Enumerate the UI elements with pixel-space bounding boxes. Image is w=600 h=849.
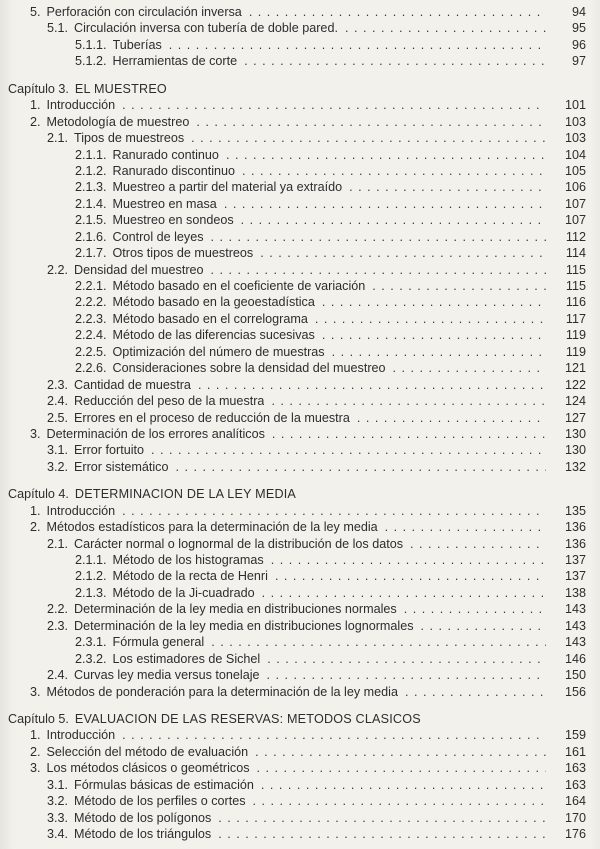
entry-title: Los métodos clásicos o geométricos: [46, 761, 250, 776]
chapter-label: Capítulo 4.: [8, 487, 69, 502]
entry-number: 2.4.: [47, 394, 69, 409]
page-number: 159: [564, 728, 586, 743]
entry-number: 2.1.3.: [75, 585, 107, 600]
entry-title: Perforación con circulación inversa: [46, 5, 242, 19]
entry-number: 2.1.1.: [75, 147, 107, 162]
page-number: 161: [564, 744, 586, 759]
dots-leader: [241, 213, 546, 227]
toc-entry: [8, 279, 586, 295]
toc-entry: [8, 794, 586, 810]
page-number: 130: [564, 426, 586, 441]
dots-leader: [198, 378, 546, 392]
toc-entry: [8, 164, 586, 180]
entry-title: Método de los histogramas: [112, 553, 264, 567]
toc-entry: [8, 378, 586, 394]
entry-title: Consideraciones sobre la densidad del muestreo: [112, 361, 386, 376]
chapter-title: EVALUACION DE LAS RESERVAS: METODOS CLASICOS: [74, 711, 421, 726]
entry-number: 2.2.: [47, 602, 69, 617]
entry-number: 2.3.: [47, 377, 69, 392]
page-number: 130: [564, 443, 586, 458]
toc-entry: [8, 5, 586, 21]
entry-title: Otros tipos de muestreos: [112, 246, 254, 261]
entry-number: 5.1.2.: [75, 54, 107, 69]
page-number: 103: [564, 114, 586, 129]
dots-leader: [122, 98, 546, 112]
entry-number: 2.1.2.: [75, 569, 107, 584]
dots-leader: [421, 619, 546, 633]
page-number: 107: [564, 196, 586, 211]
dots-leader: [322, 328, 546, 342]
page-number: 164: [564, 794, 586, 809]
entry-title: Tipos de muestreos: [74, 131, 185, 146]
entry-number: 2.3.1.: [75, 635, 107, 650]
toc-entry: [8, 394, 586, 410]
entry-number: 2.2.5.: [75, 344, 107, 359]
entry-title: Carácter normal o lognormal de la distribución de los datos: [74, 536, 404, 551]
dots-leader: [244, 54, 546, 68]
page-number: 150: [564, 668, 586, 683]
entry-title: Errores en el proceso de reducción de la muestra: [74, 410, 350, 425]
page-number: 135: [564, 503, 586, 518]
page-number: 156: [564, 684, 586, 699]
dots-leader: [122, 728, 546, 742]
entry-number: 5.1.: [47, 21, 69, 36]
page-number: 94: [571, 5, 586, 19]
toc-entry: [8, 148, 586, 164]
page-number: 138: [564, 585, 586, 600]
entry-title: Determinación de la ley media en distribuciones normales: [74, 602, 397, 617]
toc-entry: [8, 761, 586, 777]
dots-leader: [262, 586, 546, 600]
entry-title: Ranurado discontinuo: [112, 163, 236, 178]
page-number: 103: [564, 131, 586, 146]
entry-number: 2.3.2.: [75, 651, 107, 666]
dots-leader: [151, 443, 546, 457]
entry-title: Método basado en el correlograma: [112, 311, 308, 326]
entry-number: 2.2.6.: [75, 361, 107, 376]
toc-entry: [8, 460, 586, 476]
entry-title: Muestreo en sondeos: [112, 213, 234, 228]
toc-entry: [8, 685, 586, 701]
dots-leader: [271, 394, 546, 408]
toc-entry: [8, 263, 586, 279]
page-number: 121: [564, 361, 586, 376]
toc-entry: [8, 361, 586, 377]
entry-number: 5.: [30, 5, 41, 19]
entry-number: 1.: [30, 98, 41, 113]
dots-leader: [315, 312, 546, 326]
entry-title: Métodos estadísticos para la determinación de la ley media: [46, 520, 378, 535]
page-number: 95: [571, 21, 586, 36]
chapter-label: Capítulo 3.: [8, 81, 69, 96]
entry-title: Método de la recta de Henri: [112, 569, 268, 584]
entry-number: 2.3.: [47, 618, 69, 633]
dots-leader: [349, 180, 546, 194]
page-number: 137: [564, 553, 586, 567]
entry-number: 2.4.: [47, 668, 69, 683]
entry-number: 2.1.6.: [75, 229, 107, 244]
entry-number: 1.: [30, 728, 41, 743]
dots-leader: [261, 778, 546, 792]
entry-number: 3.1.: [47, 443, 69, 458]
entry-number: 2.1.: [47, 536, 69, 551]
entry-number: 2.2.: [47, 262, 69, 277]
entry-title: Determinación de la ley media en distribuciones lognormales: [74, 618, 414, 633]
entry-title: Método de los triángulos: [74, 827, 212, 841]
toc-entry: [8, 197, 586, 213]
chapter-heading: [8, 82, 586, 98]
toc-entry: [8, 312, 586, 328]
entry-title: Introducción: [46, 98, 116, 113]
toc-entry: [8, 635, 586, 651]
page-number: 115: [565, 279, 586, 293]
entry-title: Determinación de los errores analíticos: [46, 426, 265, 441]
toc-entry: [8, 427, 586, 443]
page-number: 136: [564, 520, 586, 535]
page-number: 124: [564, 394, 586, 409]
entry-title: Optimización del número de muestras: [112, 344, 325, 359]
entry-number: 3.2.: [47, 459, 69, 474]
entry-title: Ranurado continuo: [112, 147, 219, 162]
entry-title: Fórmula general: [112, 635, 205, 650]
toc-entry: [8, 295, 586, 311]
toc-entry: [8, 602, 586, 618]
entry-number: 2.1.: [47, 131, 69, 146]
dots-leader: [122, 504, 546, 518]
page-number: 163: [564, 777, 586, 792]
page-number: 143: [564, 618, 586, 633]
toc-entry: [8, 345, 586, 361]
entry-number: 3.: [30, 684, 41, 699]
toc-entry: [8, 328, 586, 344]
page-number: 127: [564, 410, 586, 425]
entry-title: Control de leyes: [112, 229, 204, 244]
toc-entry: [8, 728, 586, 744]
toc-list: [8, 5, 586, 843]
page-number: 143: [564, 635, 586, 650]
entry-title: Tuberías: [112, 37, 162, 52]
dots-leader: [404, 602, 546, 616]
entry-title: Muestreo en masa: [112, 196, 217, 211]
page-number: 119: [565, 344, 586, 359]
entry-number: 3.: [30, 761, 41, 776]
toc-entry: [8, 652, 586, 668]
dots-leader: [332, 345, 546, 359]
entry-title: Herramientas de corte: [112, 54, 238, 69]
entry-number: 2.1.2.: [75, 163, 107, 178]
toc-entry: [8, 230, 586, 246]
page-number: 132: [564, 459, 586, 474]
page-number: 97: [571, 54, 586, 69]
page-number: 122: [564, 377, 586, 392]
toc-entry: [8, 213, 586, 229]
entry-number: 2.1.4.: [75, 196, 107, 211]
entry-number: 1.: [30, 503, 41, 518]
dots-leader: [257, 761, 546, 775]
toc-entry: [8, 443, 586, 459]
entry-number: 3.3.: [47, 810, 69, 825]
toc-entry: [8, 569, 586, 585]
dots-leader: [218, 811, 546, 825]
page-number: 170: [564, 810, 586, 825]
dots-leader: [272, 427, 546, 441]
page-number: 116: [565, 295, 586, 310]
entry-number: 2.1.7.: [75, 246, 107, 261]
dots-leader: [393, 361, 546, 375]
toc-entry: [8, 246, 586, 262]
dots-leader: [224, 197, 546, 211]
toc-entry: [8, 668, 586, 684]
page-number: 96: [571, 37, 586, 52]
dots-leader: [271, 553, 546, 567]
dots-leader: [267, 652, 546, 666]
page-number: 115: [565, 262, 586, 277]
dots-leader: [410, 537, 546, 551]
dots-leader: [176, 460, 547, 474]
page-number: 101: [564, 98, 586, 113]
entry-title: Error fortuito: [74, 443, 145, 458]
entry-title: Introducción: [46, 503, 116, 518]
entry-title: Selección del método de evaluación: [46, 744, 249, 759]
dots-leader: [226, 148, 546, 162]
entry-title: Los estimadores de Sichel: [112, 651, 261, 666]
chapter-label: Capítulo 5.: [8, 711, 69, 726]
entry-title: Método de las diferencias sucesivas: [112, 328, 315, 343]
chapter-title: DETERMINACION DE LA LEY MEDIA: [74, 487, 297, 502]
page-number: 146: [564, 651, 586, 666]
dots-leader: [191, 131, 546, 145]
dots-leader: [372, 279, 546, 293]
toc-entry: [8, 586, 586, 602]
dots-leader: [211, 230, 546, 244]
page-number: 105: [564, 163, 586, 178]
toc-entry: [8, 180, 586, 196]
toc-entry: [8, 38, 586, 54]
entry-title: Circulación inversa con tubería de doble pared.: [74, 21, 338, 36]
entry-number: 2.1.3.: [75, 180, 107, 195]
page-number: 114: [565, 246, 586, 261]
toc-entry: [8, 115, 586, 131]
dots-leader: [255, 745, 546, 759]
entry-number: 3.4.: [47, 827, 69, 841]
dots-leader: [196, 115, 546, 129]
entry-title: Metodología de muestreo: [46, 114, 190, 129]
entry-title: Muestreo a partir del material ya extraído: [112, 180, 343, 195]
dots-leader: [405, 685, 546, 699]
dots-leader: [357, 411, 546, 425]
dots-leader: [218, 827, 546, 841]
toc-entry: [8, 778, 586, 794]
toc-entry: [8, 745, 586, 761]
dots-leader: [260, 246, 546, 260]
page-number: 117: [565, 311, 586, 326]
page-number: 119: [565, 328, 586, 343]
page-number: 112: [565, 229, 586, 244]
page-number: 163: [564, 761, 586, 776]
entry-title: Fórmulas básicas de estimación: [74, 777, 254, 792]
entry-number: 2.: [30, 744, 41, 759]
toc-entry: [8, 619, 586, 635]
entry-title: Método de los perfiles o cortes: [74, 794, 246, 809]
entry-number: 3.: [30, 426, 41, 441]
entry-title: Error sistemático: [74, 459, 169, 474]
toc-entry: [8, 520, 586, 536]
toc-entry: [8, 98, 586, 114]
dots-leader: [253, 794, 546, 808]
entry-title: Método basado en la geoestadística: [112, 295, 315, 310]
chapter-heading: [8, 487, 586, 503]
page-number: 143: [564, 602, 586, 617]
page-number: 137: [564, 569, 586, 584]
page-number: 136: [564, 536, 586, 551]
entry-title: Densidad del muestreo: [74, 262, 204, 277]
toc-entry: [8, 21, 586, 37]
dots-leader: [249, 5, 546, 19]
entry-number: 2.1.5.: [75, 213, 107, 228]
dots-leader: [322, 295, 546, 309]
toc-entry: [8, 553, 586, 569]
page-number: 176: [564, 827, 586, 841]
toc-entry: [8, 827, 586, 843]
entry-number: 2.2.2.: [75, 295, 107, 310]
toc-entry: [8, 504, 586, 520]
toc-entry: [8, 411, 586, 427]
entry-number: 3.1.: [47, 777, 69, 792]
entry-number: 2.2.3.: [75, 311, 107, 326]
dots-leader: [275, 569, 546, 583]
toc-entry: [8, 811, 586, 827]
entry-number: 3.2.: [47, 794, 69, 809]
dots-leader: [385, 520, 546, 534]
dots-leader: [242, 164, 546, 178]
chapter-title: EL MUESTREO: [74, 81, 167, 96]
toc-entry: [8, 537, 586, 553]
page-number: 106: [564, 180, 586, 195]
entry-number: 2.: [30, 114, 41, 129]
entry-title: Método basado en el coeficiente de variación: [112, 279, 366, 293]
entry-number: 2.2.1.: [75, 279, 107, 293]
dots-leader: [267, 668, 546, 682]
entry-number: 2.2.4.: [75, 328, 107, 343]
entry-title: Métodos de ponderación para la determinación de la ley media: [46, 684, 398, 699]
page-number: 107: [564, 213, 586, 228]
entry-title: Método de los polígonos: [74, 810, 212, 825]
toc-entry: [8, 54, 586, 70]
entry-title: Cantidad de muestra: [74, 377, 191, 392]
page-number: 104: [564, 147, 586, 162]
dots-leader: [211, 635, 546, 649]
entry-number: 2.1.1.: [75, 553, 107, 567]
entry-title: Reducción del peso de la muestra: [74, 394, 265, 409]
entry-title: Introducción: [46, 728, 116, 743]
chapter-heading: [8, 712, 586, 728]
entry-number: 5.1.1.: [75, 37, 107, 52]
dots-leader: [345, 21, 546, 35]
entry-title: Método de la Ji-cuadrado: [112, 585, 255, 600]
toc-entry: [8, 131, 586, 147]
entry-title: Curvas ley media versus tonelaje: [74, 668, 260, 683]
dots-leader: [169, 38, 546, 52]
dots-leader: [211, 263, 546, 277]
entry-number: 2.: [30, 520, 41, 535]
entry-number: 2.5.: [47, 410, 69, 425]
